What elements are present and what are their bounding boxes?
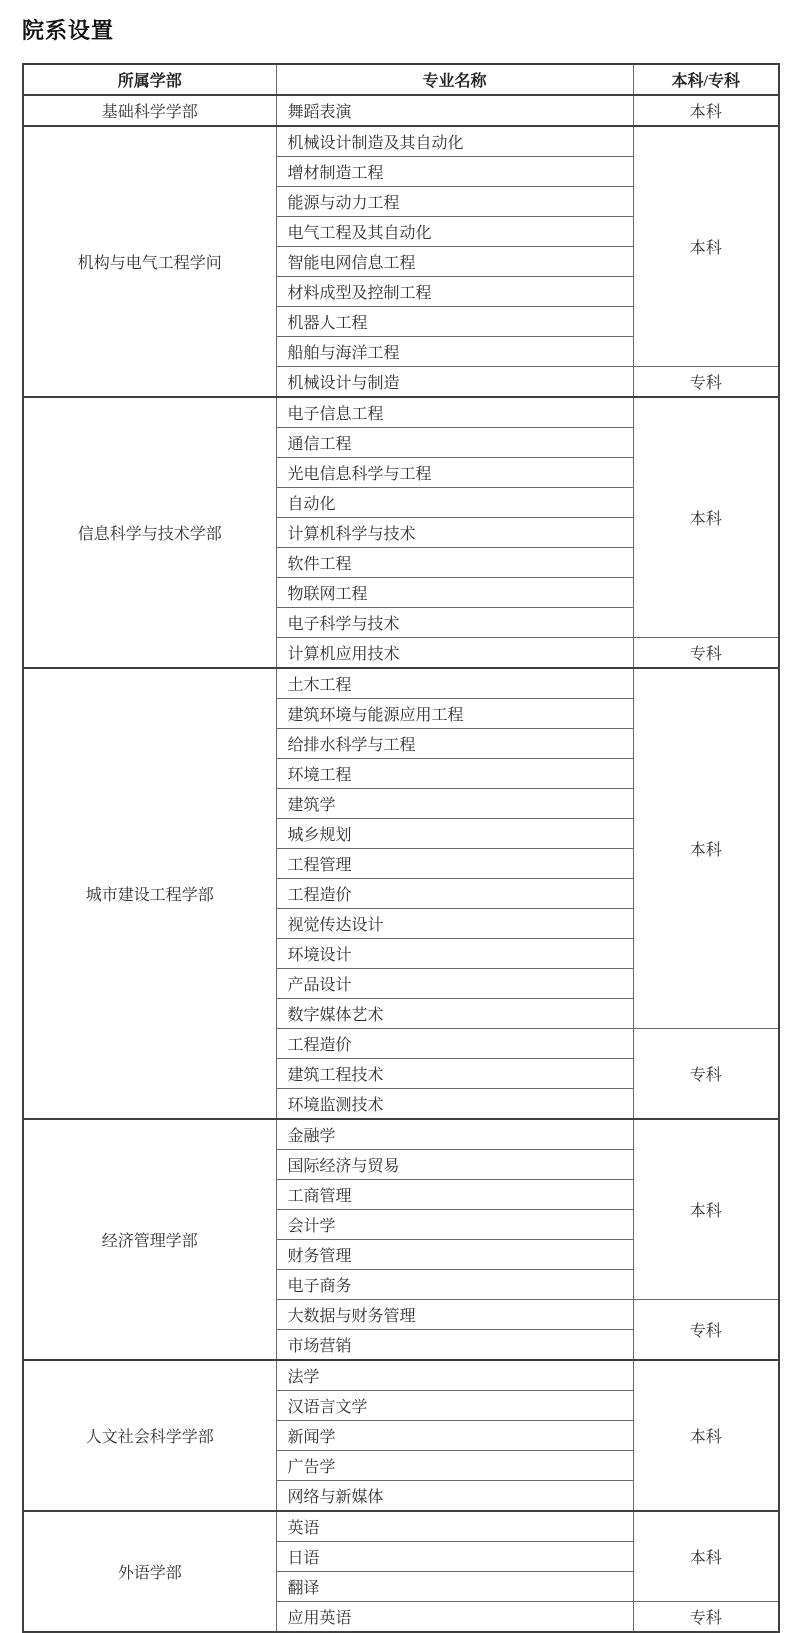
major-cell: 建筑环境与能源应用工程 xyxy=(276,699,633,729)
major-cell: 材料成型及控制工程 xyxy=(276,277,633,307)
major-cell: 计算机应用技术 xyxy=(276,638,633,669)
level-cell: 本科 xyxy=(633,1360,779,1511)
table-row xyxy=(23,397,779,428)
level-cell: 本科 xyxy=(633,668,779,1029)
table-row xyxy=(23,126,779,157)
table-row xyxy=(23,1119,779,1150)
major-cell: 工程造价 xyxy=(276,1029,633,1059)
page-title: 院系设置 xyxy=(22,18,115,43)
major-cell: 机械设计制造及其自动化 xyxy=(276,126,633,157)
table-row xyxy=(23,668,779,699)
major-cell: 电子科学与技术 xyxy=(276,608,633,638)
department-table xyxy=(22,63,780,1633)
major-cell: 土木工程 xyxy=(276,668,633,699)
header-department: 所属学部 xyxy=(23,64,276,95)
major-cell: 增材制造工程 xyxy=(276,157,633,187)
major-cell: 国际经济与贸易 xyxy=(276,1150,633,1180)
header-major-name: 专业名称 xyxy=(276,64,633,95)
major-cell: 工程造价 xyxy=(276,879,633,909)
department-cell: 人文社会科学学部 xyxy=(23,1360,276,1511)
major-cell: 广告学 xyxy=(276,1451,633,1481)
major-cell: 计算机科学与技术 xyxy=(276,518,633,548)
level-cell: 专科 xyxy=(633,367,779,398)
major-cell: 法学 xyxy=(276,1360,633,1391)
major-cell: 英语 xyxy=(276,1511,633,1542)
major-cell: 船舶与海洋工程 xyxy=(276,337,633,367)
department-cell: 城市建设工程学部 xyxy=(23,668,276,1119)
department-cell: 外语学部 xyxy=(23,1511,276,1632)
table-row xyxy=(23,1511,779,1542)
level-cell: 专科 xyxy=(633,1300,779,1361)
level-cell: 专科 xyxy=(633,638,779,669)
major-cell: 电子信息工程 xyxy=(276,397,633,428)
major-cell: 会计学 xyxy=(276,1210,633,1240)
major-cell: 汉语言文学 xyxy=(276,1391,633,1421)
major-cell: 智能电网信息工程 xyxy=(276,247,633,277)
department-cell: 信息科学与技术学部 xyxy=(23,397,276,668)
major-cell: 建筑学 xyxy=(276,789,633,819)
major-cell: 建筑工程技术 xyxy=(276,1059,633,1089)
major-cell: 新闻学 xyxy=(276,1421,633,1451)
level-cell: 本科 xyxy=(633,126,779,367)
major-cell: 应用英语 xyxy=(276,1602,633,1633)
major-cell: 机械设计与制造 xyxy=(276,367,633,398)
major-cell: 机器人工程 xyxy=(276,307,633,337)
major-cell: 环境监测技术 xyxy=(276,1089,633,1120)
major-cell: 财务管理 xyxy=(276,1240,633,1270)
level-cell: 本科 xyxy=(633,1119,779,1300)
department-cell: 机构与电气工程学问 xyxy=(23,126,276,397)
header-row xyxy=(23,64,779,95)
major-cell: 数字媒体艺术 xyxy=(276,999,633,1029)
major-cell: 舞蹈表演 xyxy=(276,95,633,126)
major-cell: 软件工程 xyxy=(276,548,633,578)
major-cell: 大数据与财务管理 xyxy=(276,1300,633,1330)
major-cell: 工商管理 xyxy=(276,1180,633,1210)
major-cell: 电子商务 xyxy=(276,1270,633,1300)
level-cell: 本科 xyxy=(633,95,779,126)
major-cell: 市场营销 xyxy=(276,1330,633,1361)
level-cell: 本科 xyxy=(633,397,779,638)
major-cell: 环境工程 xyxy=(276,759,633,789)
major-cell: 通信工程 xyxy=(276,428,633,458)
major-cell: 翻译 xyxy=(276,1572,633,1602)
major-cell: 自动化 xyxy=(276,488,633,518)
major-cell: 环境设计 xyxy=(276,939,633,969)
department-cell: 经济管理学部 xyxy=(23,1119,276,1360)
level-cell: 专科 xyxy=(633,1602,779,1633)
major-cell: 城乡规划 xyxy=(276,819,633,849)
major-cell: 能源与动力工程 xyxy=(276,187,633,217)
level-cell: 专科 xyxy=(633,1029,779,1120)
level-cell: 本科 xyxy=(633,1511,779,1602)
table-row xyxy=(23,95,779,126)
major-cell: 网络与新媒体 xyxy=(276,1481,633,1512)
header-degree-level: 本科/专科 xyxy=(633,64,779,95)
major-cell: 视觉传达设计 xyxy=(276,909,633,939)
major-cell: 光电信息科学与工程 xyxy=(276,458,633,488)
table-body xyxy=(23,95,779,1632)
major-cell: 金融学 xyxy=(276,1119,633,1150)
table-row xyxy=(23,1360,779,1391)
major-cell: 工程管理 xyxy=(276,849,633,879)
major-cell: 电气工程及其自动化 xyxy=(276,217,633,247)
department-cell: 基础科学学部 xyxy=(23,95,276,126)
table-header xyxy=(23,64,779,95)
major-cell: 物联网工程 xyxy=(276,578,633,608)
major-cell: 给排水科学与工程 xyxy=(276,729,633,759)
major-cell: 日语 xyxy=(276,1542,633,1572)
major-cell: 产品设计 xyxy=(276,969,633,999)
